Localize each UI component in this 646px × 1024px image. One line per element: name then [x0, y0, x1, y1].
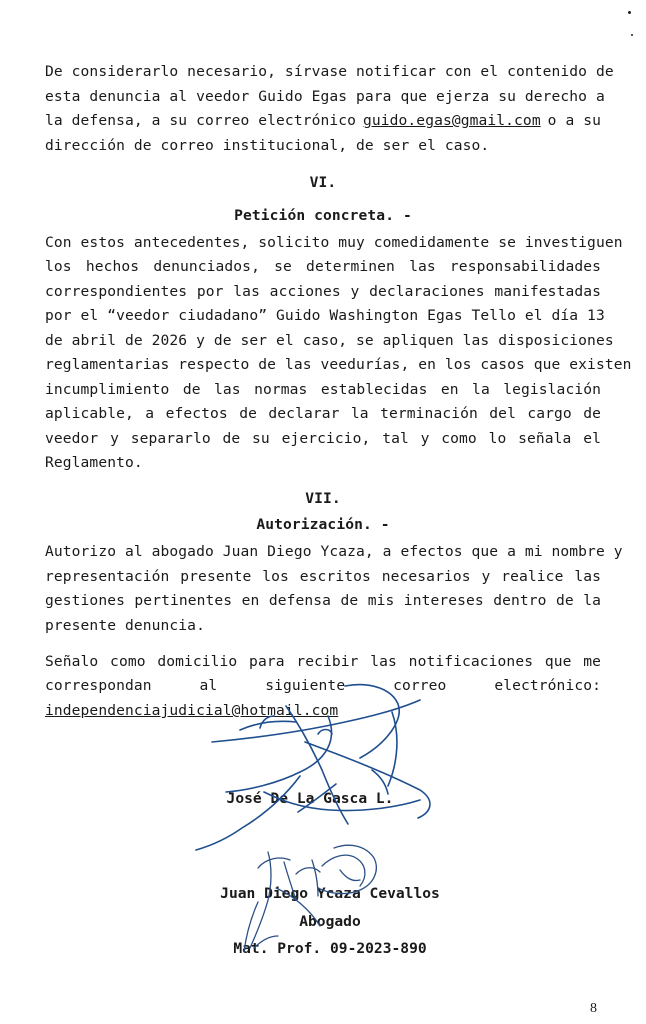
- lawyer-title: Abogado: [299, 913, 361, 930]
- scan-mark: [628, 11, 631, 14]
- signer-name: José De La Gasca L.: [226, 790, 394, 807]
- paragraph-line: De considerarlo necesario, sírvase notificar con el contenido de: [45, 63, 614, 80]
- line-prefix-text: la defensa, a su correo electrónico: [45, 112, 357, 129]
- section-title: Petición concreta. -: [234, 207, 412, 224]
- paragraph-line: de abril de 2026 y de ser el caso, se apliquen las disposiciones: [45, 332, 614, 349]
- paragraph-line: presente denuncia.: [45, 617, 205, 634]
- paragraph-line: Señalo como domicilio para recibir las notificaciones que me: [45, 653, 601, 670]
- paragraph-line: Reglamento.: [45, 454, 143, 471]
- paragraph-line: los hechos denunciados, se determinen las responsabilidades: [45, 258, 601, 275]
- lawyer-name: Juan Diego Ycaza Cevallos: [220, 885, 440, 902]
- paragraph-line: [45, 112, 601, 129]
- section-number: VI.: [309, 174, 337, 191]
- paragraph-line: veedor y separarlo de su ejercicio, tal y como lo señala el: [45, 430, 601, 447]
- paragraph-line: aplicable, a efectos de declarar la terminación del cargo de: [45, 405, 601, 422]
- domicile-email-link[interactable]: independenciajudicial@hotmail.com: [45, 702, 339, 719]
- paragraph-line: correspondan al siguiente correo electrónico:: [45, 677, 601, 694]
- scan-mark: [631, 34, 633, 36]
- paragraph-line: Con estos antecedentes, solicito muy comedidamente se investiguen: [45, 234, 623, 251]
- paragraph-line: dirección de correo institucional, de ser el caso.: [45, 137, 490, 154]
- paragraph-line: gestiones pertinentes en defensa de mis intereses dentro de la: [45, 592, 601, 609]
- paragraph-line: correspondientes por las acciones y declaraciones manifestadas: [45, 283, 601, 300]
- paragraph-line: esta denuncia al veedor Guido Egas para que ejerza su derecho a: [45, 88, 605, 105]
- paragraph-line: representación presente los escritos necesarios y realice las: [45, 568, 601, 585]
- paragraph-line: [45, 702, 601, 719]
- section-number: VII.: [305, 490, 341, 507]
- page-number: 8: [590, 1001, 597, 1016]
- paragraph-line: reglamentarias respecto de las veedurías, en los casos que existen: [45, 356, 632, 373]
- paragraph-line: incumplimiento de las normas establecidas en la legislación: [45, 381, 601, 398]
- section-title: Autorización. -: [256, 516, 390, 533]
- lawyer-registration: Mat. Prof. 09-2023-890: [233, 940, 427, 957]
- paragraph-line: por el “veedor ciudadano” Guido Washington Egas Tello el día 13: [45, 307, 605, 324]
- paragraph-line: Autorizo al abogado Juan Diego Ycaza, a efectos que a mi nombre y: [45, 543, 623, 560]
- line-suffix-text: o a su: [547, 112, 601, 129]
- veedor-email-link[interactable]: guido.egas@gmail.com: [362, 112, 541, 129]
